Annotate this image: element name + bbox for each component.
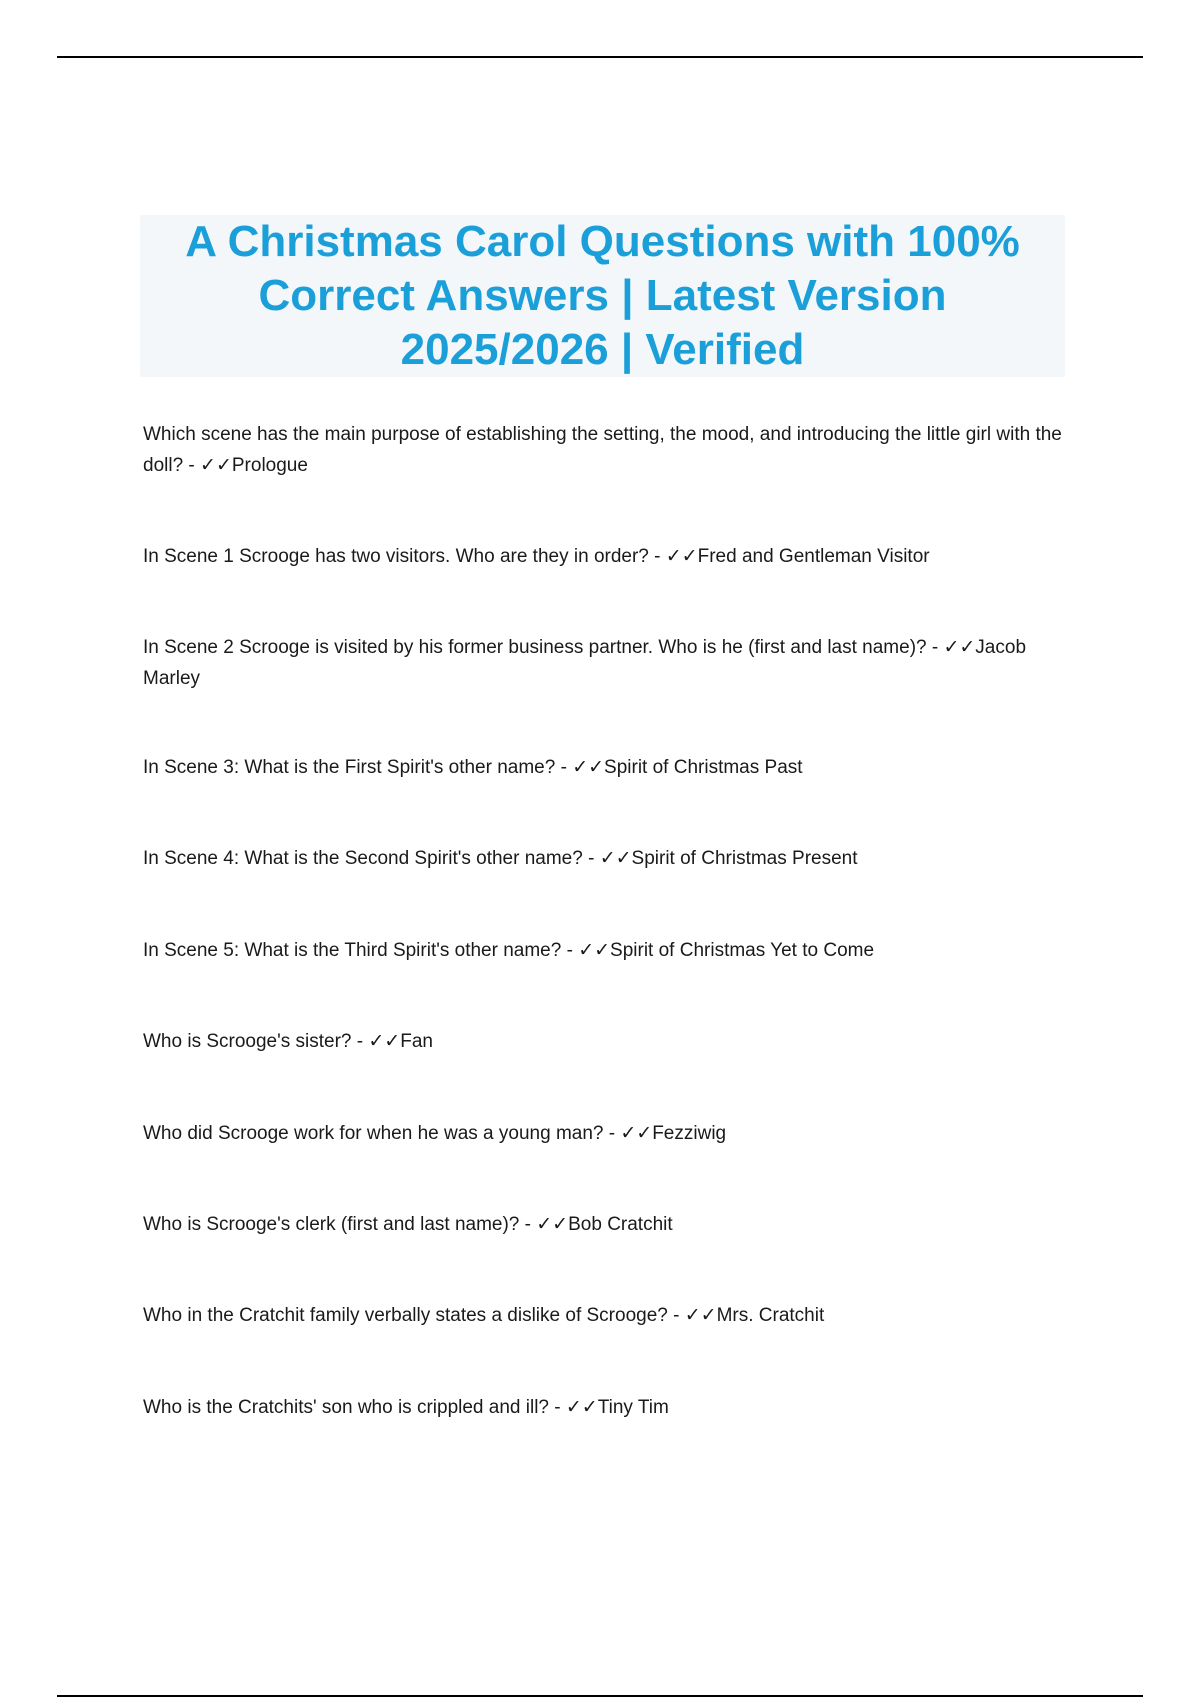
answer-text: ✓✓Jacob Marley bbox=[143, 637, 1027, 689]
question-text: In Scene 4: What is the Second Spirit's other name? - bbox=[143, 848, 600, 869]
question-text: Who in the Cratchit family verbally states a dislike of Scrooge? - bbox=[143, 1305, 685, 1326]
question-text: Who did Scrooge work for when he was a young man? - bbox=[143, 1123, 621, 1144]
question-text: In Scene 1 Scrooge has two visitors. Who are they in order? - bbox=[143, 546, 666, 567]
qa-item bbox=[143, 843, 1063, 874]
answer-text: ✓✓Tiny Tim bbox=[565, 1397, 669, 1418]
question-text: In Scene 5: What is the Third Spirit's other name? - bbox=[143, 940, 579, 961]
qa-item bbox=[143, 1209, 1063, 1240]
qa-item bbox=[143, 419, 1063, 481]
qa-item bbox=[143, 935, 1063, 966]
answer-text: ✓✓Spirit of Christmas Yet to Come bbox=[578, 940, 875, 961]
answer-text: ✓✓Fezziwig bbox=[620, 1123, 727, 1144]
document-title: A Christmas Carol Questions with 100% Correct Answers | Latest Version 2025/2026 | Verified bbox=[185, 217, 1020, 374]
question-text: Who is Scrooge's sister? - bbox=[143, 1031, 369, 1052]
question-text: In Scene 2 Scrooge is visited by his former business partner. Who is he (first and last name)? - bbox=[143, 637, 944, 658]
qa-item bbox=[143, 1118, 1063, 1149]
answer-text: ✓✓Spirit of Christmas Present bbox=[599, 848, 858, 869]
qa-item bbox=[143, 1300, 1063, 1331]
title-banner bbox=[140, 215, 1065, 377]
question-text: Which scene has the main purpose of establishing the setting, the mood, and introducing the little girl with the doll? - bbox=[143, 424, 1062, 476]
question-text: Who is Scrooge's clerk (first and last name)? - bbox=[143, 1214, 537, 1235]
qa-item bbox=[143, 1392, 1063, 1423]
qa-item bbox=[143, 752, 1063, 783]
qa-item bbox=[143, 541, 1063, 572]
answer-text: ✓✓Mrs. Cratchit bbox=[684, 1305, 825, 1326]
page-top-rule bbox=[57, 56, 1143, 58]
answer-text: ✓✓Fan bbox=[368, 1031, 433, 1052]
qa-item bbox=[143, 1026, 1063, 1057]
answer-text: ✓✓Bob Cratchit bbox=[536, 1214, 673, 1235]
qa-item bbox=[143, 632, 1063, 694]
answer-text: ✓✓Fred and Gentleman Visitor bbox=[665, 546, 930, 567]
answer-text: ✓✓Prologue bbox=[200, 455, 308, 476]
answer-text: ✓✓Spirit of Christmas Past bbox=[572, 757, 803, 778]
page-bottom-rule bbox=[57, 1695, 1143, 1697]
question-text: In Scene 3: What is the First Spirit's other name? - bbox=[143, 757, 573, 778]
question-text: Who is the Cratchits' son who is crippled and ill? - bbox=[143, 1397, 566, 1418]
